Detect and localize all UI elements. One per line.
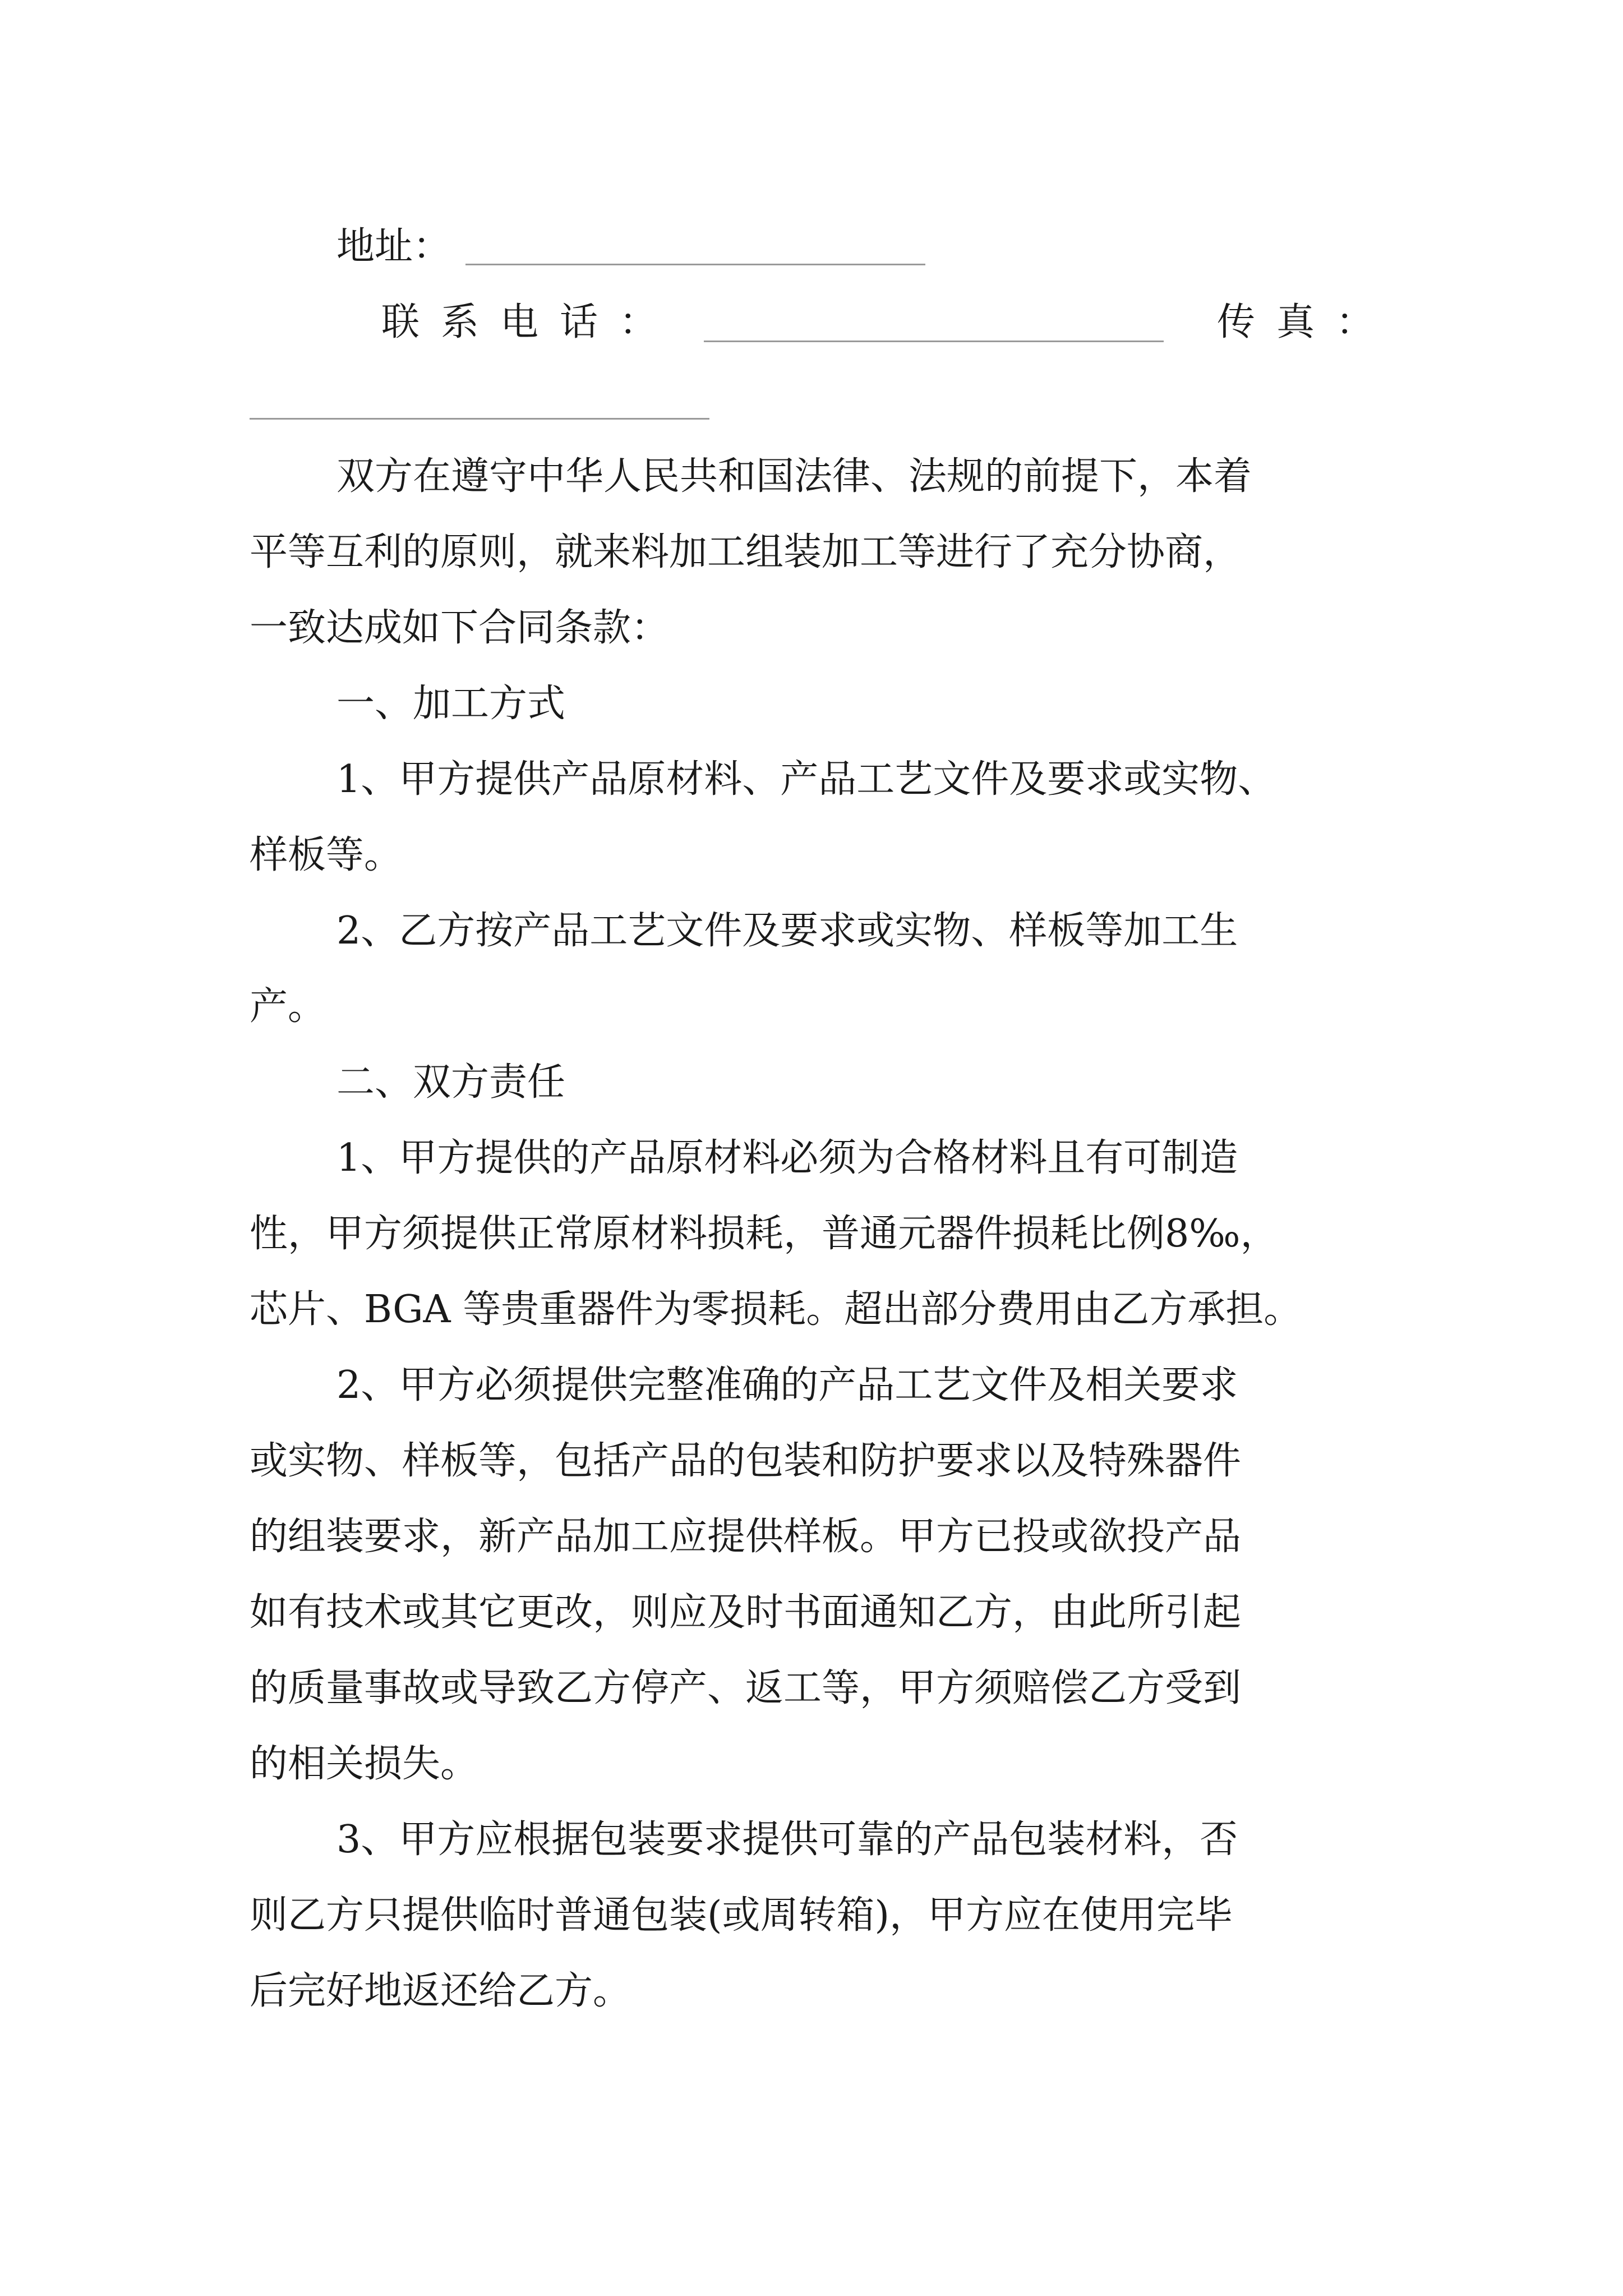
clause-2-2-line-2: 或实物、样板等，包括产品的包装和防护要求以及特殊器件 [250,1439,1242,1483]
clause-2-2-line-1: 2、甲方必须提供完整准确的产品工艺文件及相关要求 [336,1363,1238,1407]
clause-2-3-line-3: 后完好地返还给乙方。 [250,1969,631,2013]
clause-1-1-line-2: 样板等。 [250,833,403,877]
clause-2-1-line-2: 性，甲方须提供正常原材料损耗，普通元器件损耗比例8‰， [250,1212,1279,1256]
clause-2-3-line-2: 则乙方只提供临时普通包装(或周转箱)，甲方应在使用完毕 [250,1893,1233,1938]
fax-label: 传真： [1217,300,1396,344]
phone-label: 联系电话： [381,300,679,344]
clause-1-2-line-1: 2、乙方按产品工艺文件及要求或实物、样板等加工生 [336,909,1238,953]
address-blank[interactable] [465,264,925,265]
phone-blank[interactable] [704,341,1164,342]
preamble-line-2: 平等互利的原则，就来料加工组装加工等进行了充分协商， [250,530,1242,574]
clause-2-2-line-6: 的相关损失。 [250,1742,479,1786]
clause-2-1-line-3: 芯片、BGA 等贵重器件为零损耗。超出部分费用由乙方承担。 [250,1287,1302,1332]
clause-1-1-line-1: 1、甲方提供产品原材料、产品工艺文件及要求或实物、 [336,757,1276,802]
fax-blank[interactable] [250,418,709,420]
preamble-line-3: 一致达成如下合同条款： [250,606,670,650]
section-heading-processing-method: 一、加工方式 [336,682,566,726]
clause-2-2-line-3: 的组装要求，新产品加工应提供样板。甲方已投或欲投产品 [250,1515,1242,1559]
preamble-line-1: 双方在遵守中华人民共和国法律、法规的前提下，本着 [336,454,1252,499]
clause-1-2-line-2: 产。 [250,984,326,1029]
clause-2-2-line-5: 的质量事故或导致乙方停产、返工等，甲方须赔偿乙方受到 [250,1666,1242,1710]
address-label: 地址： [336,224,451,269]
clause-2-1-line-1: 1、甲方提供的产品原材料必须为合格材料且有可制造 [336,1136,1238,1180]
clause-2-2-line-4: 如有技术或其它更改，则应及时书面通知乙方，由此所引起 [250,1590,1242,1635]
clause-2-3-line-1: 3、甲方应根据包装要求提供可靠的产品包装材料，否 [336,1818,1238,1862]
section-heading-responsibilities: 二、双方责任 [336,1060,566,1105]
